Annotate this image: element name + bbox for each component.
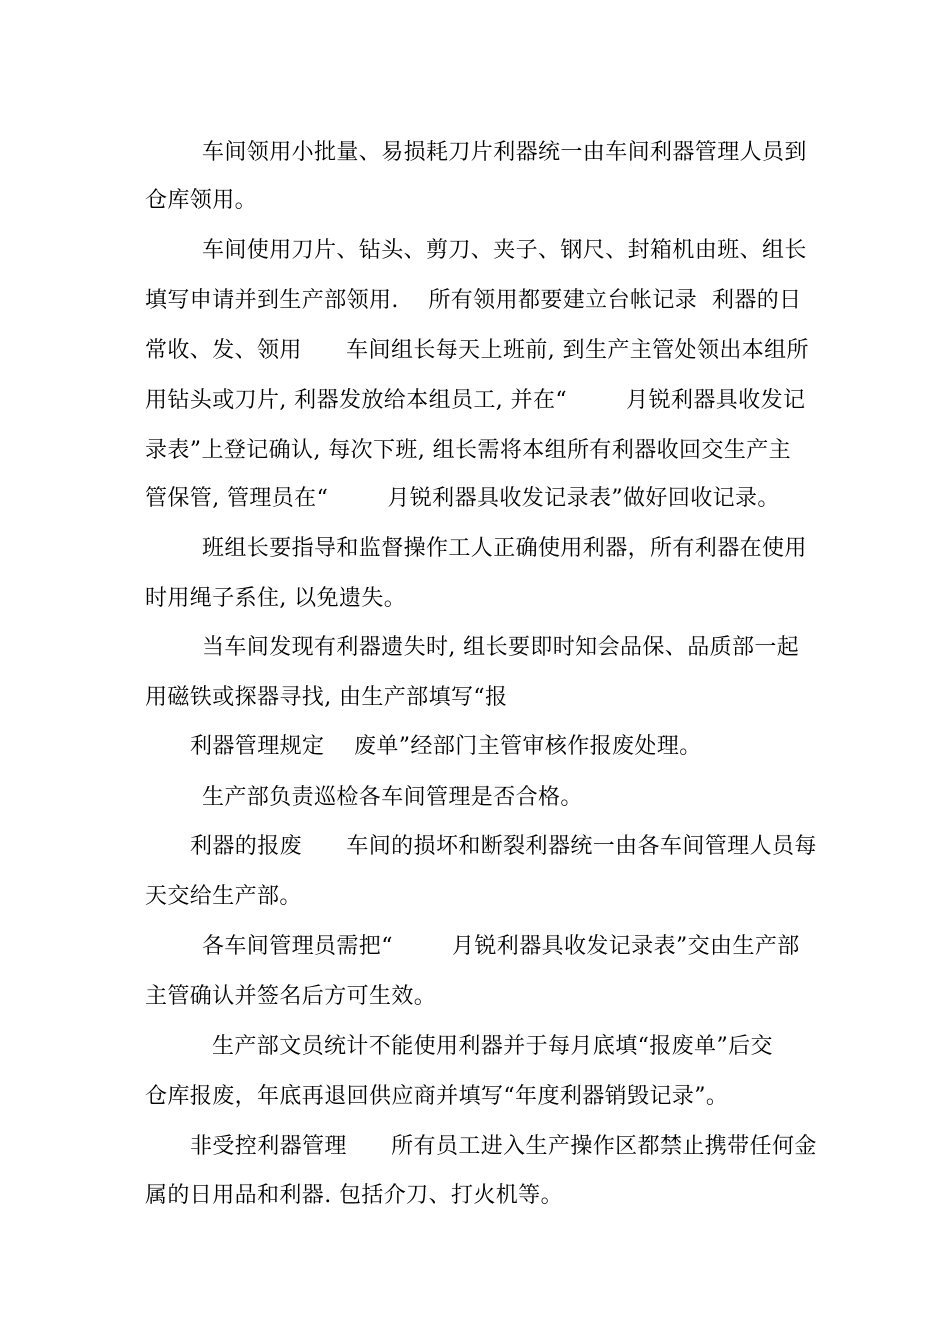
text-line: 班组长要指导和监督操作工人正确使用利器，所有利器在使用 — [202, 536, 807, 561]
text-line: 管保管, 管理员在“ 月锐利器具收发记录表”做好回收记录。 — [145, 486, 780, 511]
text-line: 属的日用品和利器. 包括介刀、打火机等。 — [145, 1183, 563, 1208]
text-line: 各车间管理员需把“ 月锐利器具收发记录表”交由生产部 — [202, 934, 800, 959]
text-line: 利器的报废 车间的损坏和断裂利器统一由各车间管理人员每 — [190, 834, 817, 859]
text-line: 非受控利器管理 所有员工进入生产操作区都禁止携带任何金 — [190, 1134, 817, 1159]
text-line: 天交给生产部。 — [145, 884, 302, 909]
text-line: 常收、发、领用 车间组长每天上班前, 到生产主管处领出本组所 — [145, 338, 809, 363]
text-line: 用钻头或刀片, 利器发放给本组员工, 并在“ 月锐利器具收发记 — [145, 388, 806, 413]
text-line: 主管确认并签名后方可生效。 — [145, 984, 437, 1009]
text-line: 用磁铁或探器寻找, 由生产部填写“报 — [145, 685, 508, 710]
text-line: 车间领用小批量、易损耗刀片利器统一由车间利器管理人员到 — [202, 140, 807, 165]
text-line: 仓库领用。 — [145, 188, 258, 213]
text-line: 车间使用刀片、钻头、剪刀、夹子、钢尺、封箱机由班、组长 — [202, 238, 807, 263]
text-line: 生产部负责巡检各车间管理是否合格。 — [202, 785, 583, 810]
text-line: 生产部文员统计不能使用利器并于每月底填“报废单”后交 — [212, 1034, 773, 1059]
text-line: 录表”上登记确认, 每次下班, 组长需将本组所有利器收回交生产主 — [145, 438, 792, 463]
text-line: 利器管理规定 废单”经部门主管审核作报废处理。 — [190, 734, 702, 759]
text-line: 时用绳子系住, 以免遗失。 — [145, 586, 407, 611]
text-line: 填写申请并到生产部领用. 所有领用都要建立台帐记录 利器的日 — [145, 288, 802, 313]
text-line: 当车间发现有利器遗失时, 组长要即时知会品保、品质部一起 — [202, 635, 800, 660]
text-line: 仓库报废，年底再退回供应商并填写“年度利器销毁记录”。 — [145, 1084, 729, 1109]
